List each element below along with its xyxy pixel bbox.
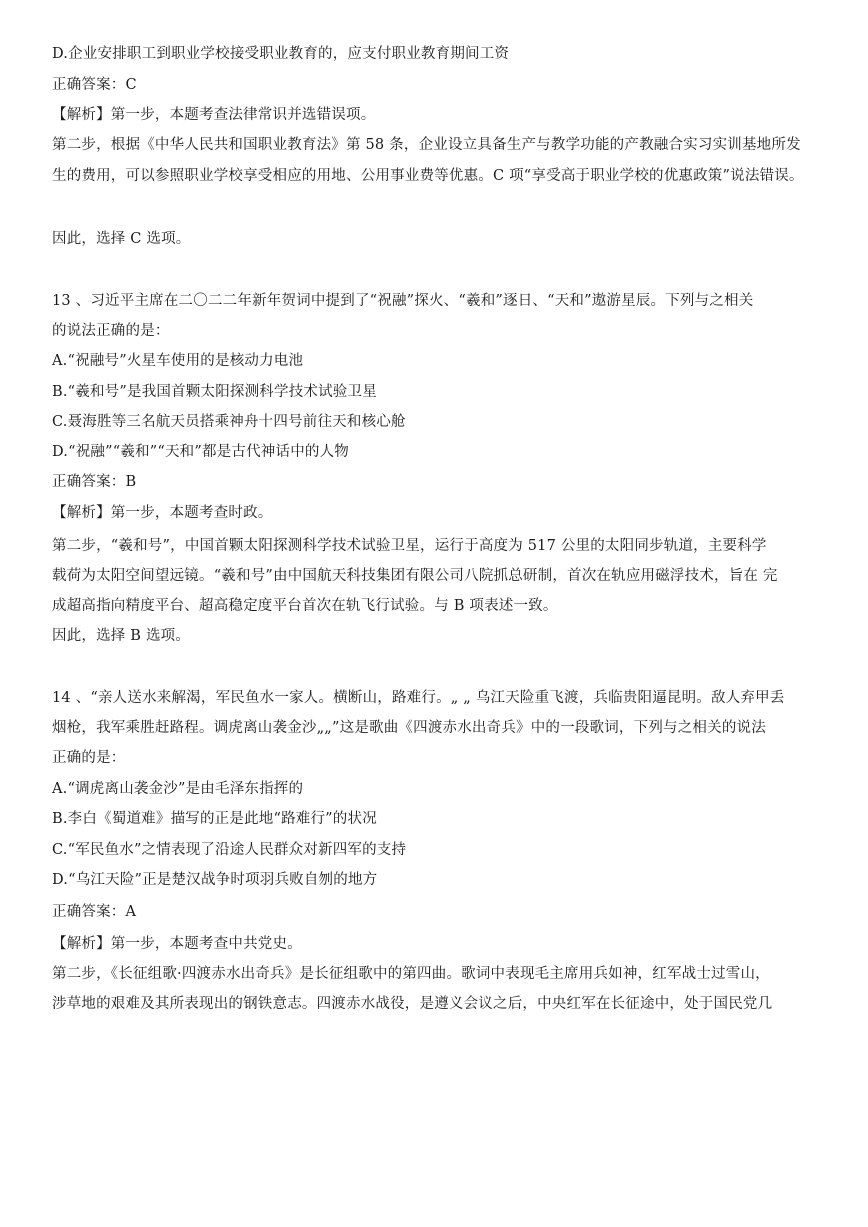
q13-analysis-step2-line2: 载荷为太阳空间望远镜。“羲和号”由中国航天科技集团有限公司八院抓总研制，首次在轨应用磁浮技术，旨在 完 — [52, 568, 778, 584]
q12-conclusion: 因此，选择 C 选项。 — [52, 231, 191, 247]
q14-option-a: A.“调虎离山袭金沙”是由毛泽东指挥的 — [52, 781, 304, 797]
q14-analysis-step1: 【解析】第一步，本题考查中共党史。 — [52, 936, 302, 952]
q13-option-a: A.“祝融号”火星车使用的是核动力电池 — [52, 353, 304, 369]
q14-stem-line2: 烟枪，我军乘胜赶路程。调虎离山袭金沙„„”这是歌曲《四渡赤水出奇兵》中的一段歌词，下列与之相关的说法 — [52, 720, 766, 736]
q14-analysis-step2-line2: 涉草地的艰难及其所表现出的钢铁意志。四渡赤水战役，是遵义会议之后，中央红军在长征途中，处于国民党几 — [52, 996, 773, 1012]
q12-analysis-step2-line2: 生的费用，可以参照职业学校享受相应的用地、公用事业费等优惠。C 项“享受高于职业学校的优惠政策”说法错误。 — [52, 168, 804, 184]
q14-analysis-step2-line1: 第二步，《长征组歌·四渡赤水出奇兵》是长征组歌中的第四曲。歌词中表现毛主席用兵如神，红军战士过雪山， — [52, 966, 770, 982]
q13-analysis-step2-line3: 成超高指向精度平台、超高稳定度平台首次在轨飞行试验。与 B 项表述一致。 — [52, 598, 558, 614]
q14-stem-line3: 正确的是： — [52, 750, 126, 766]
q13-conclusion: 因此，选择 B 选项。 — [52, 628, 191, 644]
q14-option-d: D.“乌江天险”正是楚汉战争时项羽兵败自刎的地方 — [52, 872, 378, 888]
q14-stem-line1: 14 、“亲人送水来解渴，军民鱼水一家人。横断山，路难行。„ „ 乌江天险重飞渡，兵临贵阳逼昆明。敌人弃甲丢 — [52, 690, 785, 706]
q12-analysis-step2-line1: 第二步，根据《中华人民共和国职业教育法》第 58 条，企业设立具备生产与教学功能的产教融合实习实训基地所发 — [52, 137, 801, 153]
q13-analysis-step1: 【解析】第一步，本题考查时政。 — [52, 505, 273, 521]
q13-analysis-step2-line1: 第二步，“羲和号”，中国首颗太阳探测科学技术试验卫星，运行于高度为 517 公里的太阳同步轨道，主要科学 — [52, 538, 767, 554]
q13-stem-line2: 的说法正确的是： — [52, 323, 170, 339]
q13-answer: 正确答案：B — [52, 474, 137, 490]
q12-answer: 正确答案：C — [52, 77, 137, 93]
q13-option-b: B.“羲和号”是我国首颗太阳探测科学技术试验卫星 — [52, 384, 377, 400]
q13-option-d: D.“祝融”“羲和”“天和”都是古代神话中的人物 — [52, 444, 349, 460]
q12-analysis-step1: 【解析】第一步，本题考查法律常识并选错误项。 — [52, 107, 376, 123]
q14-answer: 正确答案：A — [52, 904, 137, 920]
q13-stem-line1: 13 、习近平主席在二〇二二年新年贺词中提到了“祝融”探火、“羲和”逐日、“天和”遨游星辰。下列与之相关 — [52, 293, 754, 309]
q14-option-b: B.李白《蜀道难》描写的正是此地“路难行”的状况 — [52, 811, 377, 827]
q14-option-c: C.“军民鱼水”之情表现了沿途人民群众对新四军的支持 — [52, 842, 407, 858]
q13-option-c: C.聂海胜等三名航天员搭乘神舟十四号前往天和核心舱 — [52, 414, 406, 430]
q12-option-d: D.企业安排职工到职业学校接受职业教育的，应支付职业教育期间工资 — [52, 46, 510, 62]
